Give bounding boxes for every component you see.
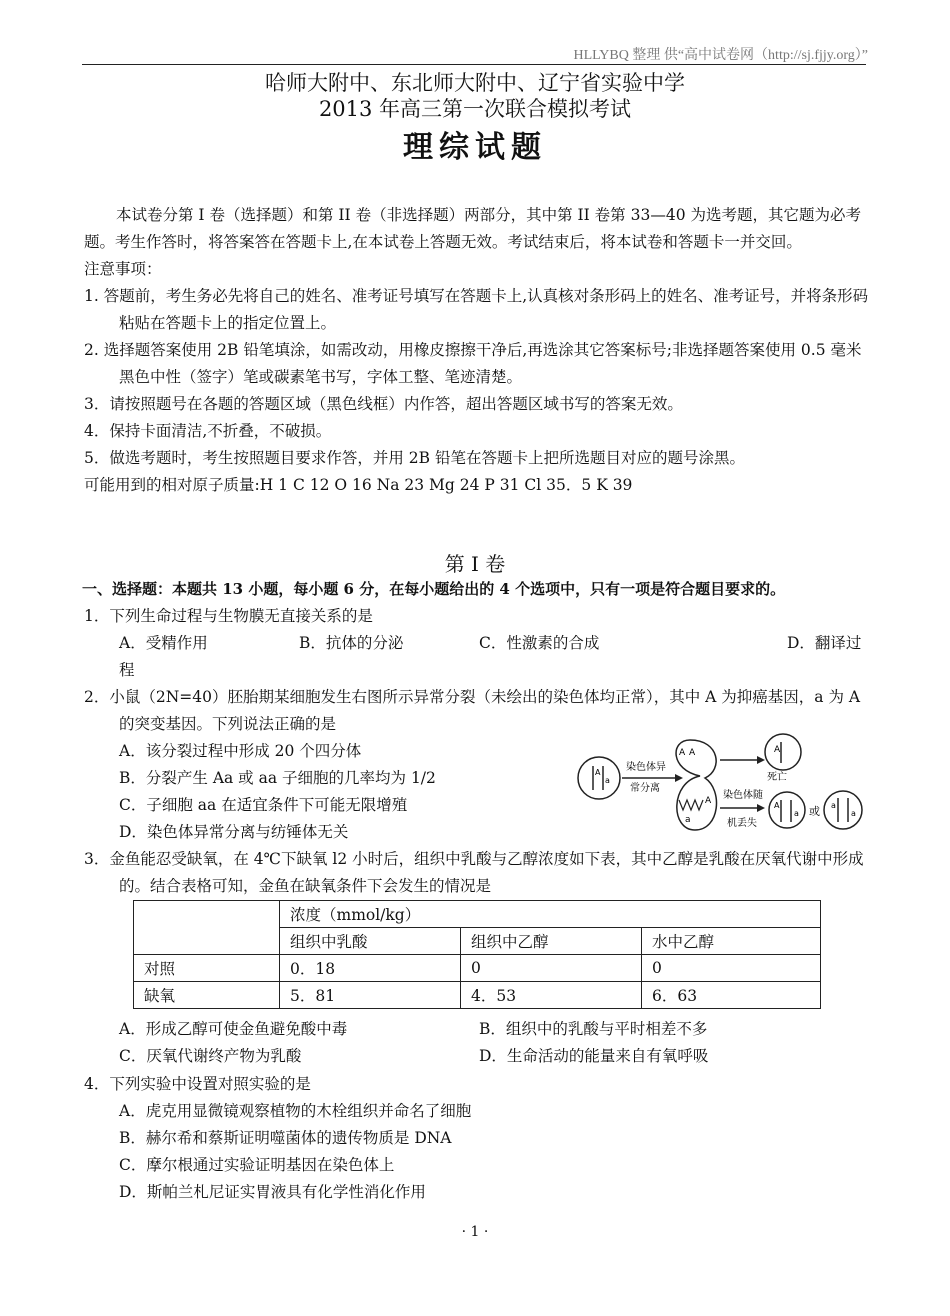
gene-label: A [679, 748, 686, 758]
header-rule [82, 64, 866, 65]
gene-label: a [831, 801, 836, 810]
gene-label: A [705, 796, 712, 806]
parent-cell [578, 757, 620, 799]
title-subject: 理综试题 [403, 130, 547, 165]
option-a: A．该分裂过程中形成 20 个四分体 [119, 742, 362, 760]
table-cell: 0 [461, 955, 642, 982]
table-cell: 4．53 [461, 982, 642, 1009]
option-c: C．厌氧代谢终产物为乳酸 [119, 1047, 302, 1065]
daughter-cell-bottom-2 [824, 791, 862, 829]
table-corner [134, 901, 280, 955]
notice-item: 3．请按照题号在各题的答题区域（黑色线框）内作答，超出答题区域书写的答案无效。 [84, 395, 683, 413]
option-d: D．生命活动的能量来自有氧呼吸 [479, 1047, 709, 1065]
atomic-masses: 可能用到的相对原子质量:H 1 C 12 O 16 Na 23 Mg 24 P 31 Cl 35．5 K 39 [84, 476, 633, 494]
option-d: D．染色体异常分离与纺锤体无关 [119, 823, 349, 841]
source-note: HLLYBQ 整理 供“高中试卷网（http://sj.fjjy.org）” [573, 48, 868, 63]
intro-block [84, 202, 870, 499]
daughter-cell-bottom-1 [769, 792, 805, 828]
section-instruction: 一、选择题：本题共 13 小题，每小题 6 分，在每小题给出的 4 个选项中，只有一项是符合题目要求的。 [82, 580, 786, 598]
question-stem: 1．下列生命过程与生物膜无直接关系的是 [84, 607, 373, 625]
notice-item: 2. 选择题答案使用 2B 铅笔填涂，如需改动，用橡皮擦擦干净后,再选涂其它答案标号;非选择题答案使用 0.5 毫米黑色中性（签字）笔或碳素笔书写，字体工整、笔迹清楚。 [84, 341, 862, 386]
section-title: 第 I 卷 [444, 552, 506, 576]
option-d: D．斯帕兰札尼证实胃液具有化学性消化作用 [119, 1183, 426, 1201]
option-c: C．性激素的合成 [479, 634, 600, 652]
label-abnormal-separation-2: 常分离 [630, 783, 660, 794]
table-row [134, 982, 821, 1009]
question-1 [84, 603, 874, 684]
column-header: 水中乙醇 [642, 928, 821, 955]
question-4 [84, 1071, 874, 1206]
table-row [134, 901, 821, 928]
column-header: 组织中乙醇 [461, 928, 642, 955]
option-a: A．虎克用显微镜观察植物的木栓组织并命名了细胞 [119, 1102, 472, 1120]
question-stem: 3．金鱼能忍受缺氧，在 4℃下缺氧 l2 小时后，组织中乳酸与乙醇浓度如下表，其中乙醇是乳酸在厌氧代谢中形成的。结合表格可知，金鱼在缺氧条件下会发生的情况是 [84, 850, 864, 895]
table-cell: 6．63 [642, 982, 821, 1009]
gene-label: a [605, 776, 610, 785]
title-schools: 哈师大附中、东北师大附中、辽宁省实验中学 [265, 71, 685, 95]
option-b: B．抗体的分泌 [299, 634, 404, 652]
gene-label: A [689, 748, 696, 758]
table-row [134, 955, 821, 982]
concentration-table [133, 900, 821, 1009]
option-a: A．形成乙醇可使金鱼避免酸中毒 [119, 1020, 348, 1038]
table-cell: 0 [642, 955, 821, 982]
question-stem: 4．下列实验中设置对照实验的是 [84, 1075, 311, 1093]
notice-item: 1. 答题前，考生务必先将自己的姓名、准考证号填写在答题卡上,认真核对条形码上的姓名、准考证号，并将条形码粘贴在答题卡上的指定位置上。 [84, 287, 869, 332]
notice-label: 注意事项： [84, 260, 162, 278]
label-random-loss-1: 染色体随 [723, 790, 763, 801]
option-d-continued: 程 [119, 661, 135, 679]
row-label: 对照 [134, 955, 280, 982]
label-abnormal-separation-1: 染色体异 [626, 762, 666, 773]
option-b: B．分裂产生 Aa 或 aa 子细胞的几率均为 1/2 [119, 769, 436, 787]
title-exam: 2013 年高三第一次联合模拟考试 [318, 97, 632, 121]
daughter-cell-top [765, 734, 801, 770]
question-3 [84, 846, 874, 900]
label-or: 或 [809, 805, 820, 818]
gene-label: a [794, 809, 799, 818]
question-3-options [84, 1016, 874, 1070]
row-label: 缺氧 [134, 982, 280, 1009]
column-header: 组织中乳酸 [280, 928, 461, 955]
label-random-loss-2: 机丢失 [727, 818, 757, 829]
option-c: C．子细胞 aa 在适宜条件下可能无限增殖 [119, 796, 408, 814]
gene-label: a [685, 815, 691, 825]
table-cell: 5．81 [280, 982, 461, 1009]
question-stem: 2．小鼠（2N=40）胚胎期某细胞发生右图所示异常分裂（未绘出的染色体均正常），其中 A 为抑癌基因，a 为 A 的突变基因。下列说法正确的是 [84, 688, 861, 733]
page-number: · 1 · [461, 1224, 489, 1240]
option-c: C．摩尔根通过实验证明基因在染色体上 [119, 1156, 395, 1174]
gene-label: A [774, 801, 780, 810]
notice-item: 5．做选考题时，考生按照题目要求作答，并用 2B 铅笔在答题卡上把所选题目对应的题号涂黑。 [84, 449, 745, 467]
label-death: 死亡 [767, 772, 787, 783]
option-d: D．翻译过 [787, 634, 862, 652]
option-a: A．受精作用 [119, 634, 208, 652]
table-cell: 0．18 [280, 955, 461, 982]
gene-label: a [851, 809, 856, 818]
gene-label: A [774, 745, 781, 755]
option-b: B．赫尔希和蔡斯证明噬菌体的遗传物质是 DNA [119, 1129, 452, 1147]
gene-label: A [595, 768, 601, 777]
intro-paragraph: 本试卷分第 I 卷（选择题）和第 II 卷（非选择题）两部分，其中第 II 卷第 33—40 为选考题，其它题为必考题。考生作答时，将答案答在答题卡上,在本试卷上答题无效。考试结束后，将本试卷和答题卡一并交回。 [84, 206, 861, 251]
cell-division-figure [575, 730, 870, 842]
option-b: B．组织中的乳酸与平时相差不多 [479, 1020, 708, 1038]
notice-item: 4．保持卡面清洁,不折叠，不破损。 [84, 422, 332, 440]
table-header-group: 浓度（mmol/kg） [280, 901, 821, 928]
